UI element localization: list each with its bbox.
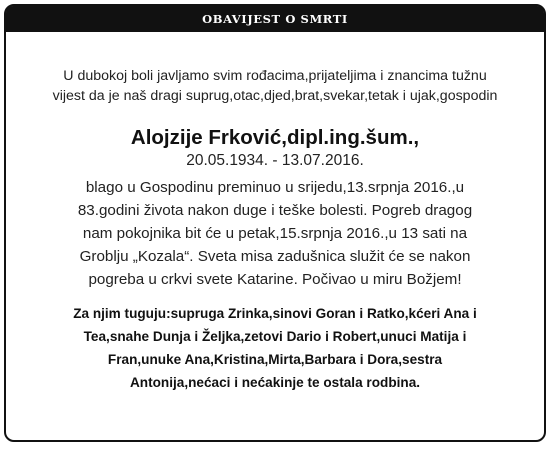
deceased-name: Alojzije Frković,dipl.ing.šum., (130, 126, 420, 149)
death-notice (4, 4, 546, 442)
details-line: blago u Gospodinu preminuo u srijedu,13.srpnja 2016.,u (85, 179, 465, 196)
details-line: nam pokojnika bit će u petak,15.srpnja 2016.,u 13 sati na (82, 225, 468, 242)
mourners-line: Fran,unuke Ana,Kristina,Mirta,Barbara i Dora,sestra (107, 352, 443, 367)
mourners-line: Za njim tuguju:supruga Zrinka,sinovi Goran i Ratko,kćeri Ana i (73, 306, 477, 321)
details-line: Groblju „Kozala“. Sveta misa zadušnica služit će se nakon (79, 248, 471, 265)
life-dates: 20.05.1934. - 13.07.2016. (186, 152, 364, 169)
notice-title: OBAVIJEST O SMRTI (202, 12, 348, 26)
header-bar (6, 6, 544, 32)
details-line: 83.godini života nakon duge i teške bolesti. Pogreb dragog (77, 202, 473, 219)
mourners-list (16, 302, 534, 394)
intro-line: vijest da je naš dragi suprug,otac,djed,brat,svekar,tetak i ujak,gospodin (52, 88, 498, 104)
funeral-details (16, 176, 534, 291)
intro-line: U dubokoj boli javljamo svim rođacima,prijateljima i znancima tužnu (63, 68, 487, 84)
mourners-line: Antonija,nećaci i nećakinje te ostala rodbina. (129, 375, 421, 390)
mourners-line: Tea,snahe Dunja i Željka,zetovi Dario i Robert,unuci Matija i (83, 329, 467, 344)
intro-text (16, 66, 534, 106)
details-line: pogreba u crkvi svete Katarine. Počivao u miru Božjem! (88, 271, 462, 288)
